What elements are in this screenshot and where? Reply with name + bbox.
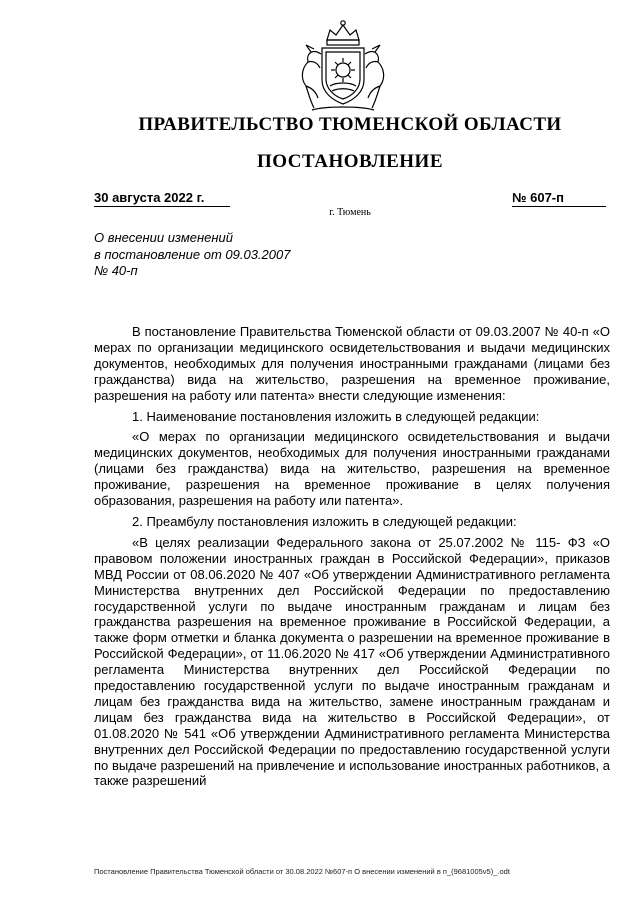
tyumen-region-coat-of-arms-icon	[290, 18, 396, 116]
body-paragraph: «О мерах по организации медицинского освидетельствования и выдачи медицинских документов, необходимых для получения иностранными гражданами (лицами без гражданства) вида на жительство, разрешения на временное проживание, разрешения на временное проживание в целях получения образования, разрешения на работу или патента».	[94, 429, 610, 509]
document-body	[94, 324, 610, 789]
document-subject	[94, 230, 394, 280]
document-footer: Постановление Правительства Тюменской области от 30.08.2022 №607-п О внесении изменений в п_(9681005v5)_.odt	[94, 867, 510, 876]
subject-line: в постановление от 09.03.2007	[94, 246, 291, 262]
body-paragraph: 1. Наименование постановления изложить в следующей редакции:	[132, 408, 540, 424]
subject-line: О внесении изменений	[94, 230, 233, 245]
body-paragraph: «В целях реализации Федерального закона от 25.07.2002 № 115- ФЗ «О правовом положении иностранных граждан в Российской Федерации», приказов МВД России от 08.06.2020 № 407 «Об утверждении Административного регламента Министерства внутренних дел Российской Федерации по предоставлению государственной услуги по выдаче иностранным гражданам и лицам без гражданства разрешения на временное проживание в Российской Федерации, а также форм отметки и бланка документа о разрешении на временное проживание в Российской Федерации», от 11.06.2020 № 417 «Об утверждении Административного регламента Министерства внутренних дел Российской Федерации по предоставлению государственной услуги по выдаче иностранным гражданам и лицам без гражданства вида на жительство, замене иностранным гражданам и лицам без гражданства вида на жительство в Российской Федерации», от 01.08.2020 № 541 «Об утверждении Административного регламента Министерства внутренних дел Российской Федерации по предоставлению государственной услуги по выдаче разрешений на привлечение и использование иностранных работников, а также разрешений	[94, 534, 610, 789]
subject-line: № 40-п	[94, 263, 138, 278]
document-type: ПОСТАНОВЛЕНИЕ	[256, 151, 444, 172]
document-date: 30 августа 2022 г.	[94, 190, 230, 207]
government-name: ПРАВИТЕЛЬСТВО ТЮМЕНСКОЙ ОБЛАСТИ	[138, 114, 562, 135]
body-paragraph: В постановление Правительства Тюменской области от 09.03.2007 № 40-п «О мерах по организации медицинского освидетельствования и выдачи медицинских документов, необходимых для получения иностранными гражданами (лицами без гражданства) вида на жительство, разрешения на временное проживание, разрешения на работу или патента» внести следующие изменения:	[94, 324, 610, 403]
body-paragraph: 2. Преамбулу постановления изложить в следующей редакции:	[132, 513, 517, 529]
document-city: г. Тюмень	[329, 207, 371, 218]
document-number: № 607-п	[512, 190, 606, 207]
